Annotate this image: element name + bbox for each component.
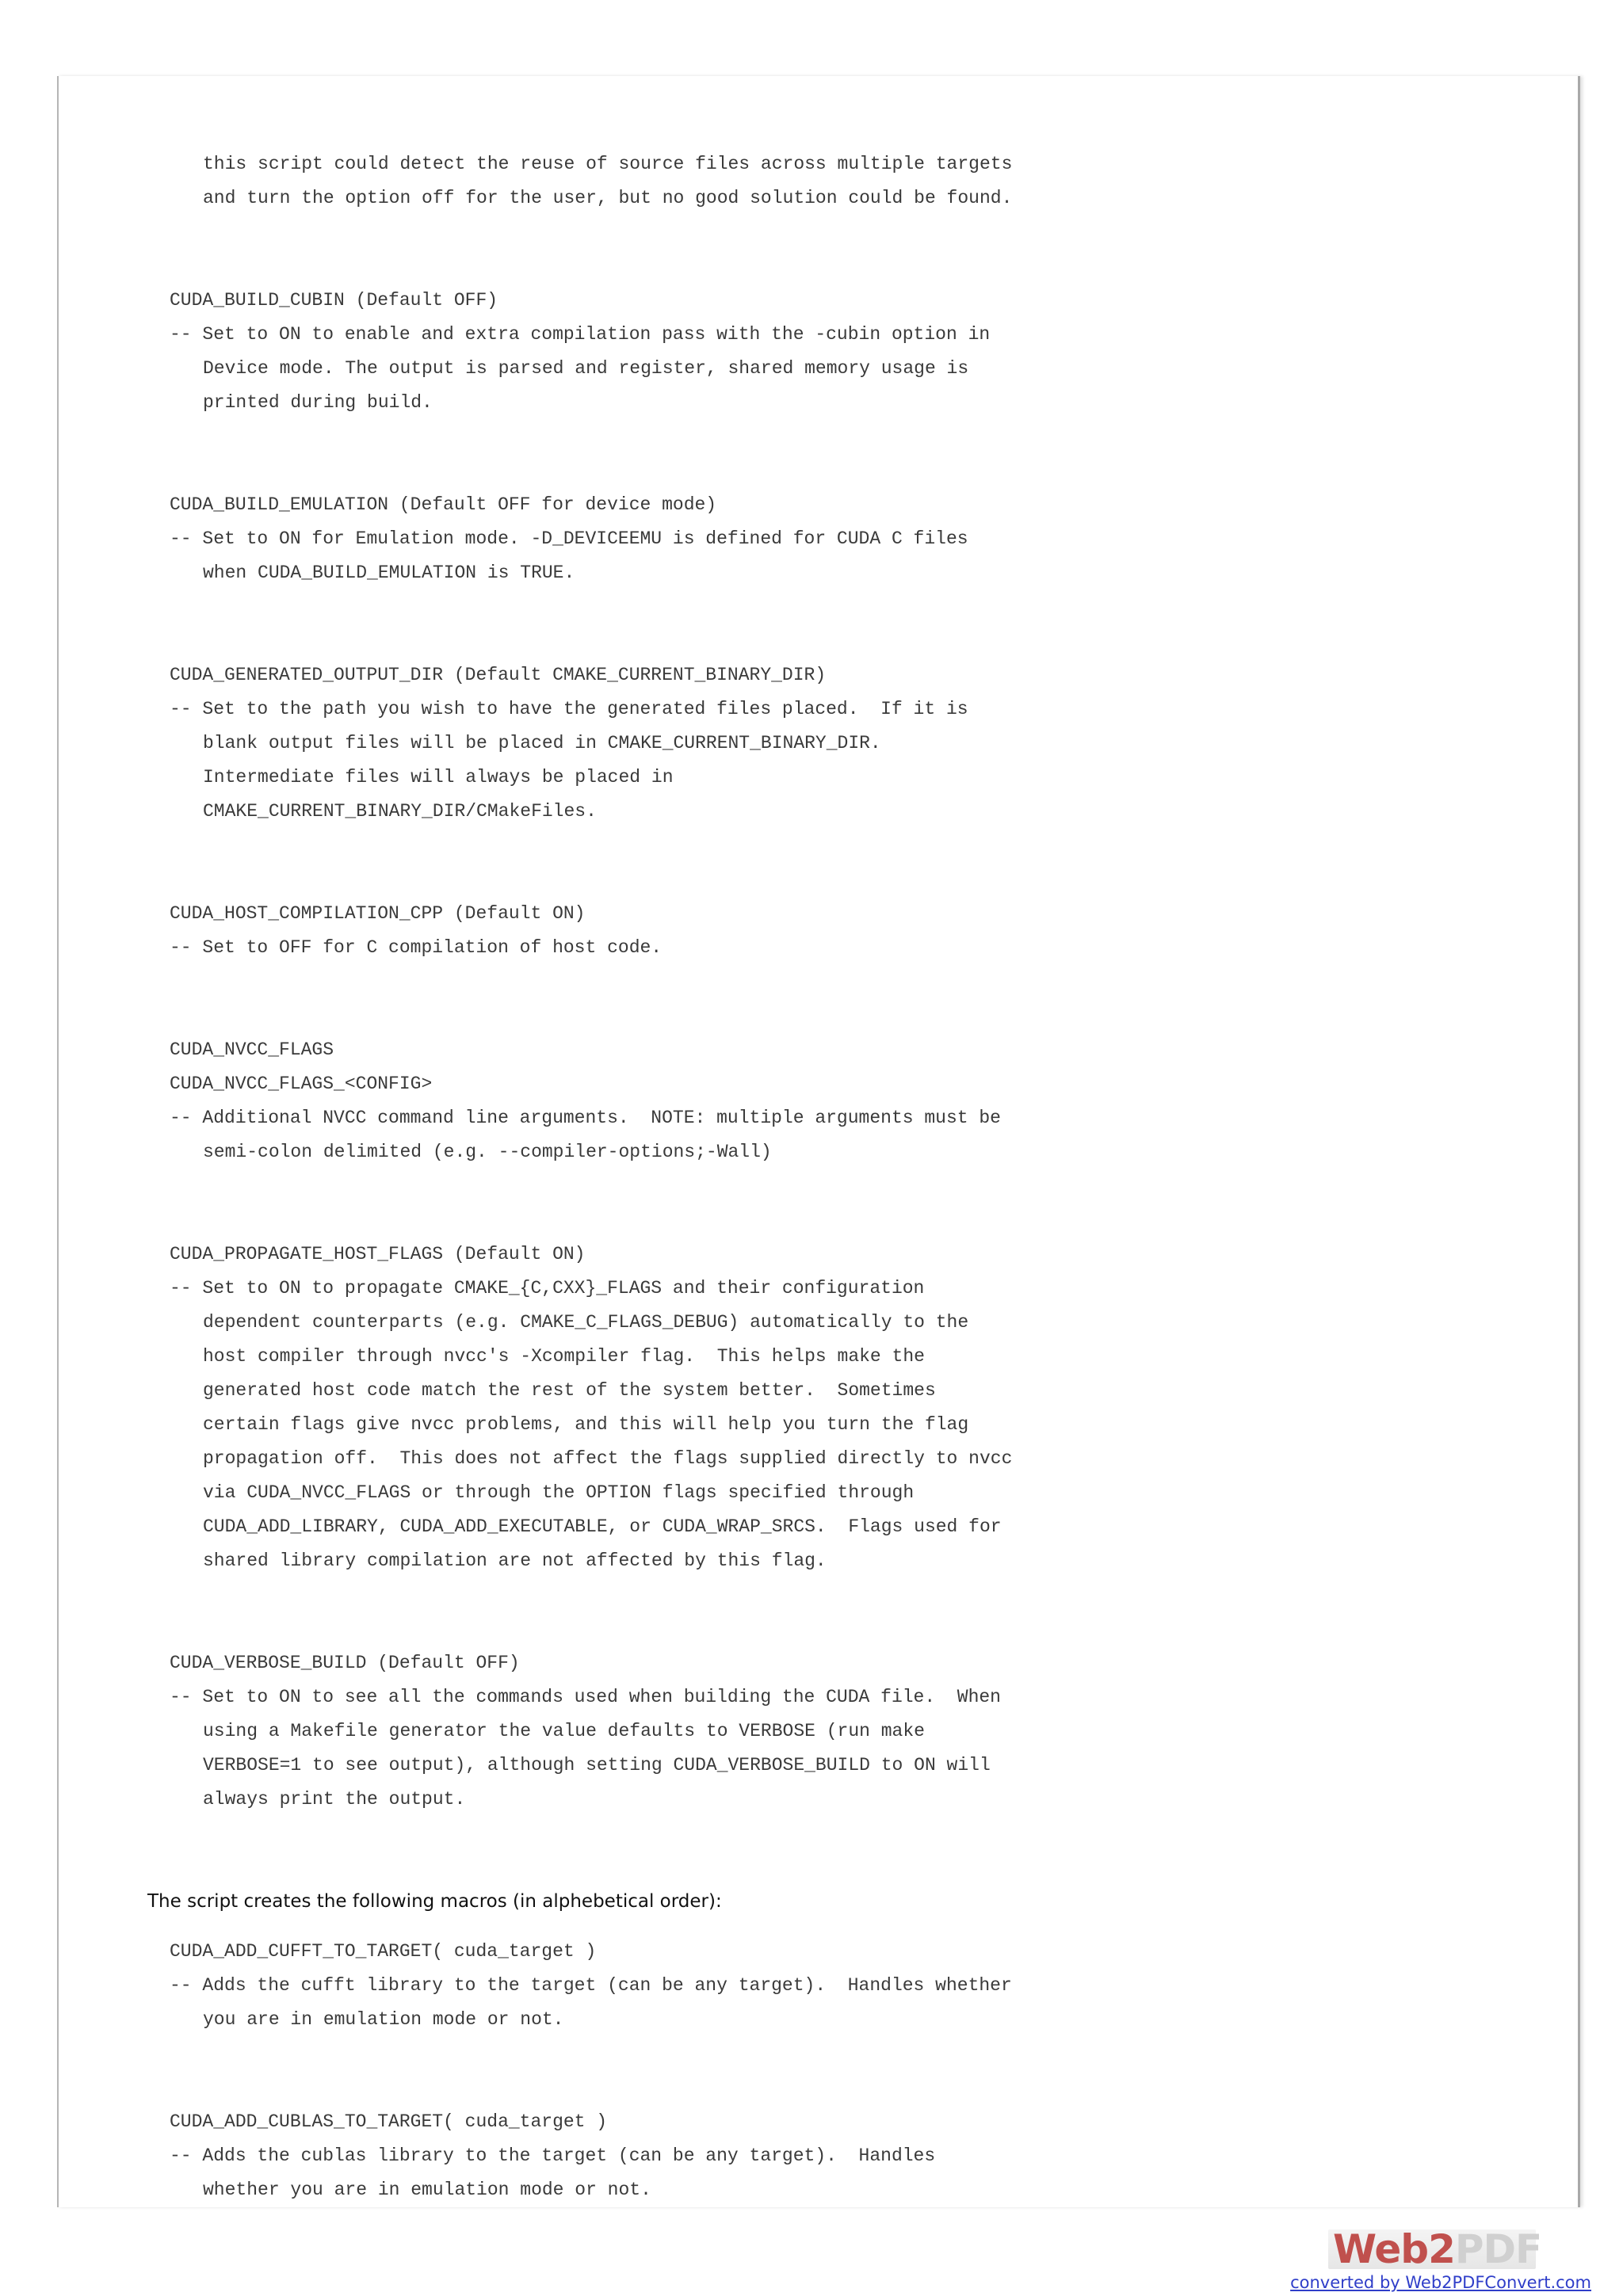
option-continuation [59, 147, 1578, 215]
text-line: VERBOSE=1 to see output), although setting CUDA_VERBOSE_BUILD to ON will [203, 1755, 991, 1775]
macro-description: -- Adds the cublas library to the target (can be any target). Handles [170, 2145, 936, 2166]
converted-by-link[interactable]: converted by Web2PDFConvert.com [1290, 2273, 1591, 2292]
option-cuda-host-compilation-cpp [59, 897, 1578, 965]
option-description: -- Set to ON to propagate CMAKE_{C,CXX}_FLAGS and their configuration [170, 1278, 925, 1299]
macro-name: CUDA_ADD_CUBLAS_TO_TARGET( cuda_target ) [170, 2111, 608, 2132]
text-line: when CUDA_BUILD_EMULATION is TRUE. [203, 563, 575, 583]
text-line: and turn the option off for the user, but no good solution could be found. [203, 188, 1013, 208]
option-cuda-propagate-host-flags [59, 1238, 1578, 1578]
option-description: -- Set to OFF for C compilation of host code. [170, 937, 663, 958]
logo-web-text: Web [1333, 2226, 1429, 2272]
macro-description: -- Adds the cufft library to the target (can be any target). Handles whether [170, 1975, 1012, 1996]
text-line: certain flags give nvcc problems, and this will help you turn the flag [203, 1414, 969, 1435]
document-body [59, 147, 1578, 2207]
option-name: CUDA_GENERATED_OUTPUT_DIR (Default CMAKE_CURRENT_BINARY_DIR) [170, 665, 827, 685]
option-name: CUDA_PROPAGATE_HOST_FLAGS (Default ON) [170, 1244, 586, 1264]
logo-2-text: 2 [1428, 2226, 1455, 2272]
text-line: CUDA_ADD_LIBRARY, CUDA_ADD_EXECUTABLE, or CUDA_WRAP_SRCS. Flags used for [203, 1516, 1002, 1537]
logo-pdf-text: PDF [1454, 2226, 1542, 2272]
option-name: CUDA_BUILD_EMULATION (Default OFF for device mode) [170, 494, 717, 515]
option-description: -- Set to ON for Emulation mode. -D_DEVICEEMU is defined for CUDA C files [170, 528, 968, 549]
text-line: CMAKE_CURRENT_BINARY_DIR/CMakeFiles. [203, 801, 597, 822]
option-name: CUDA_NVCC_FLAGS [170, 1039, 334, 1060]
option-description: -- Additional NVCC command line arguments. NOTE: multiple arguments must be [170, 1108, 1001, 1128]
text-line: printed during build. [203, 392, 433, 413]
text-line: Intermediate files will always be placed in [203, 767, 674, 788]
text-line: blank output files will be placed in CMAKE_CURRENT_BINARY_DIR. [203, 733, 881, 753]
option-name: CUDA_HOST_COMPILATION_CPP (Default ON) [170, 903, 586, 924]
text-line: host compiler through nvcc's -Xcompiler flag. This helps make the [203, 1346, 925, 1367]
option-name-config: CUDA_NVCC_FLAGS_<CONFIG> [170, 1074, 433, 1094]
macro-cuda-add-cublas-to-target [59, 2105, 1578, 2207]
text-line: dependent counterparts (e.g. CMAKE_C_FLAGS_DEBUG) automatically to the [203, 1312, 969, 1333]
text-line: propagation off. This does not affect the flags supplied directly to nvcc [203, 1448, 1013, 1469]
macros-intro: The script creates the following macros (in alphebetical order): [147, 1891, 722, 1912]
option-name: CUDA_VERBOSE_BUILD (Default OFF) [170, 1653, 520, 1673]
macro-name: CUDA_ADD_CUFFT_TO_TARGET( cuda_target ) [170, 1941, 597, 1962]
text-line: this script could detect the reuse of source files across multiple targets [203, 154, 1013, 174]
web2pdf-logo [1333, 2226, 1542, 2272]
option-description: -- Set to ON to enable and extra compilation pass with the -cubin option in [170, 324, 991, 345]
text-line: Device mode. The output is parsed and register, shared memory usage is [203, 358, 969, 379]
macro-cuda-add-cufft-to-target [59, 1935, 1578, 2037]
text-line: using a Makefile generator the value defaults to VERBOSE (run make [203, 1721, 925, 1741]
text-line: semi-colon delimited (e.g. --compiler-options;-Wall) [203, 1142, 772, 1162]
text-line: shared library compilation are not affected by this flag. [203, 1550, 827, 1571]
option-cuda-verbose-build [59, 1646, 1578, 1817]
option-cuda-build-emulation [59, 488, 1578, 590]
option-cuda-generated-output-dir [59, 658, 1578, 829]
option-description: -- Set to ON to see all the commands used when building the CUDA file. When [170, 1687, 1001, 1707]
text-line: always print the output. [203, 1789, 466, 1810]
option-cuda-build-cubin [59, 284, 1578, 420]
option-name: CUDA_BUILD_CUBIN (Default OFF) [170, 290, 498, 311]
text-line: whether you are in emulation mode or not. [203, 2180, 651, 2200]
option-cuda-nvcc-flags [59, 1033, 1578, 1169]
option-description: -- Set to the path you wish to have the generated files placed. If it is [170, 699, 968, 719]
text-line: generated host code match the rest of the system better. Sometimes [203, 1380, 936, 1401]
page-frame [57, 76, 1580, 2207]
text-line: via CUDA_NVCC_FLAGS or through the OPTION flags specified through [203, 1482, 915, 1503]
text-line: you are in emulation mode or not. [203, 2009, 564, 2030]
